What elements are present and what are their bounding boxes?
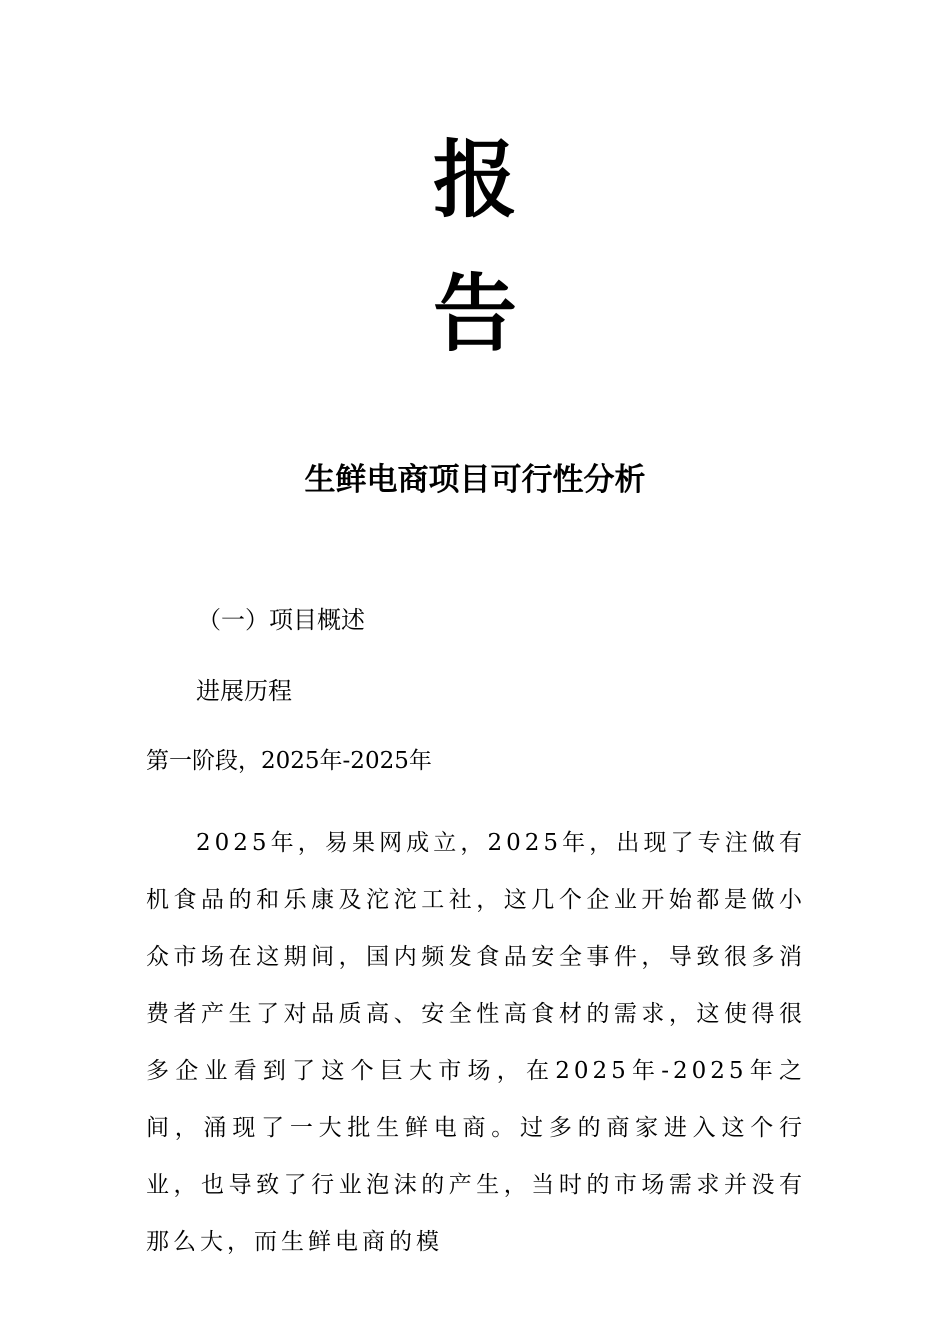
document-title: 生鲜电商项目可行性分析 bbox=[304, 462, 646, 498]
section-heading: （一）项目概述 bbox=[197, 606, 365, 634]
report-title-char-1: 报 bbox=[432, 131, 517, 229]
body-paragraph: 2025年，易果网成立，2025年，出现了专注做有机食品的和乐康及沱沱工社，这几个企业开始都是做小众市场在这期间，国内频发食品安全事件，导致很多消费者产生了对品质高、安全性高食材的需求，这使得很多企业看到了这个巨大市场，在2025年-2025年之间，涌现了一大批生鲜电商。过多的商家进入这个行业，也导致了行业泡沫的产生，当时的市场需求并没有那么大，而生鲜电商的模 bbox=[146, 830, 806, 1255]
stage-heading: 第一阶段，2025年-2025年 bbox=[146, 748, 432, 774]
report-title-char-2: 告 bbox=[432, 265, 517, 363]
subsection-heading: 进展历程 bbox=[196, 677, 292, 705]
